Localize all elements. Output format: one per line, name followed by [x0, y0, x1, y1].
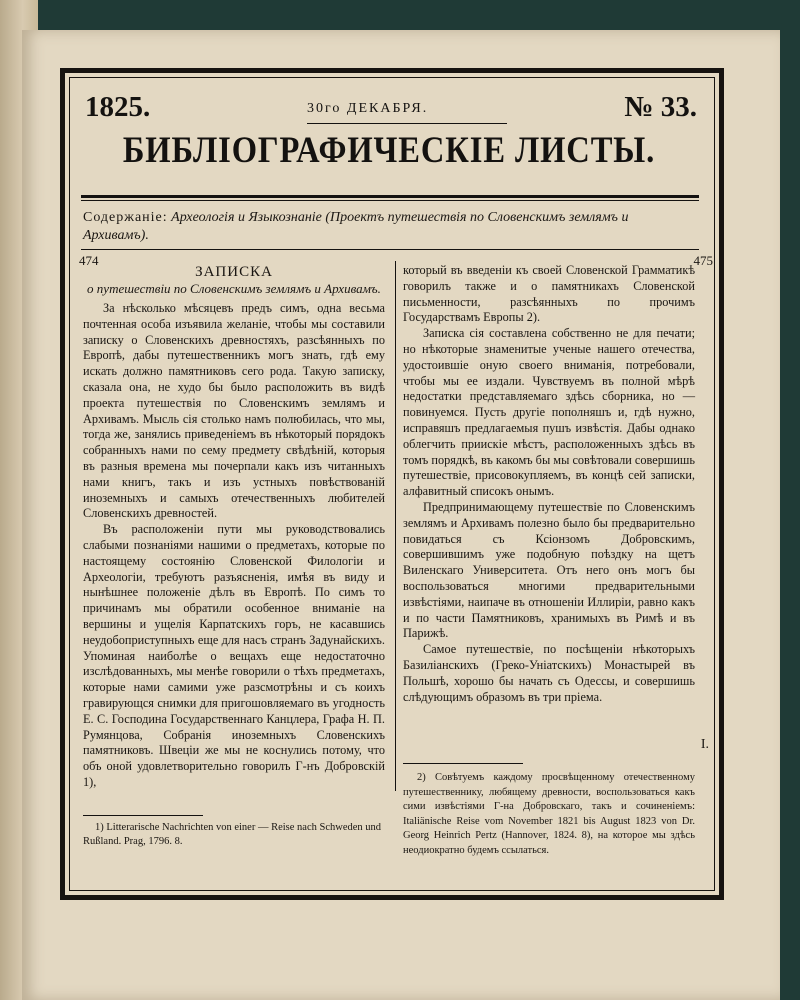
page-frame — [60, 68, 724, 900]
article-title: ЗАПИСКА — [195, 264, 273, 280]
title-rule-thin — [81, 200, 699, 201]
right-paragraph: Записка сiя составлена собственно не для печати; но нѣкоторые знаменитые ученые нашего отечества, удостоившiе оную своего вниманiя, потребовали, чтобы мы ее издали. Чувствуемъ въ полной мѣрѣ недостатки представляемаго здѣсь сборника, но — повинуемся. Пусть другiе пополняшъ и, гдѣ нужно, исправяшъ предлагаемыя пушъ извѣстiя. Дабы однако облегчить приискiе мѣстъ, расположенныхъ здѣсь въ томъ порядкѣ, въ какомъ бы мы совѣтовали совершишь путешествiе, присовокупляемъ, въ концѣ сей записки, алфавитный списокъ онымъ. — [403, 326, 695, 499]
footnote-rule-left — [83, 815, 203, 816]
masthead — [85, 91, 697, 131]
column-divider — [395, 261, 396, 791]
issue-number: № 33. — [624, 91, 697, 123]
publication-title: БИБЛIОГРАФИЧЕСКIЕ ЛИСТЫ. — [122, 130, 656, 171]
page-number-right: 475 — [693, 253, 713, 268]
footnote-left: 1) Litterarische Nachrichten von einer — Reise nach Schweden und Rußland. Prag, 1796. 8. — [83, 822, 382, 847]
contents-text: Археологiя и Языкознанiе (Проектъ путешествiя по Словенскимъ землямъ и Архивамъ). — [83, 210, 629, 243]
contents-rule — [81, 249, 699, 250]
page-number-left: 474 — [79, 253, 99, 268]
right-column — [403, 263, 695, 705]
left-paragraph: Въ расположенiи пути мы руководствовались слабыми познанiями нашими о предметахъ, которые по настоящему состоянiю Словенской Филологiи и Археологiи, требуютъ разъясненiя, имѣя въ виду и нынѣшнее положенiе дѣлъ въ Европѣ. По симъ то причинамъ мы обратили особенное вниманiе на вершины и ущелiя Карпатскихъ горъ, не касавшись неудобоприступныхъ еще для насъ странъ Задунайскихъ. Упоминая наиболѣе о вещахъ еще недостаточно изслѣдованныхъ, мы менѣе говорили о тѣхъ предметахъ, которые нами самими уже разсмотрѣны и съ коихъ гравирующся снимки для пригошовляемаго въ угодность Е. С. Господина Государственнаго Канцлера, Графа Н. П. Румянцова, Собранiя иноземныхъ Словенскихъ памятниковъ. Швецiи же мы не коснулись потому, что объ оной удовлетворительно говорилъ Г-нъ Добровскiй 1), — [83, 522, 385, 789]
title-rule-thick — [81, 195, 699, 198]
contents-label: Содержанiе: — [83, 210, 168, 225]
article-subtitle: о путешествiи по Словенскимъ землямъ и Архивамъ. — [87, 281, 381, 296]
date-underline — [307, 123, 507, 124]
left-column — [83, 263, 385, 791]
footnote-right: 2) Совѣтуемъ каждому просвѣщенному отечественному путешественнику, любящему древности, воспользоваться какъ сими извѣстiями Г-на Добровскаго, такъ и сочиненiемъ: Italiänische Reise vom November 1821 bis August 1823 von Dr. Georg Heinrich Pertz (Hannover, 1824. 8), на которое мы здѣсь неодиократно будемъ ссылаться. — [403, 772, 695, 856]
right-paragraph: Предпринимающему путешествiе по Словенскимъ землямъ и Архивамъ полезно было бы предварительно повидаться съ Ксiонзомъ Добровскимъ, совершившимъ уже подобную поѣздку на щетъ Виленскаго Университета. Отъ него онъ могъ бы воспользоваться многими предварительными извѣстiями, наипаче въ отношенiи Иллирiи, равно какъ и по части Памятниковъ, хранимыхъ въ Римѣ и въ Парижѣ. — [403, 499, 695, 641]
right-paragraph: который въ введенiи къ своей Словенской Грамматикѣ говорилъ также и о памятникахъ Словенской письменности, разсѣянныхъ по прочимъ Государствамъ Европы 2). — [403, 263, 695, 325]
right-paragraph: Самое путешествiе, по посѣщенiи нѣкоторыхъ Базилiанскихъ (Греко-Унiатскихъ) Монастырей въ Польшѣ, хорошо бы начать съ Одессы, и совершишь слѣдующимъ образомъ въ три прiема. — [403, 642, 695, 704]
contents-line — [83, 209, 697, 245]
issue-date: 30го ДЕКАБРЯ. — [307, 101, 429, 116]
issue-year: 1825. — [85, 91, 151, 123]
footnote-rule-right — [403, 763, 523, 764]
left-paragraph: За нѣсколько мѣсяцевъ предъ симъ, одна весьма почтенная особа изъявила желанiе, чтобы мы составили записку о Словенскихъ древностяхъ, разсѣянныхъ по Европѣ, дабы путешественникъ могъ знать, гдѣ ему искать должно памятниковъ сего рода. Такую записку, сказала она, не худо бы было расположить въ видѣ проекта путешествiя по Словенскимъ землямъ и Архивамъ. Мысль сiя столько намъ полюбилась, что мы, тогда же, занялись приведенiемъ въ нѣкоторый порядокъ собранныхъ нами по сему предмету свѣдѣнiй, которыя въ разныя времена мы почерпали какъ изъ читанныхъ нами книгъ, такъ и изъ устныхъ повѣствованiй иноземныхъ и самыхъ отечественныхъ любителей Словенскихъ древностей. — [83, 301, 385, 521]
section-mark: I. — [700, 737, 709, 752]
